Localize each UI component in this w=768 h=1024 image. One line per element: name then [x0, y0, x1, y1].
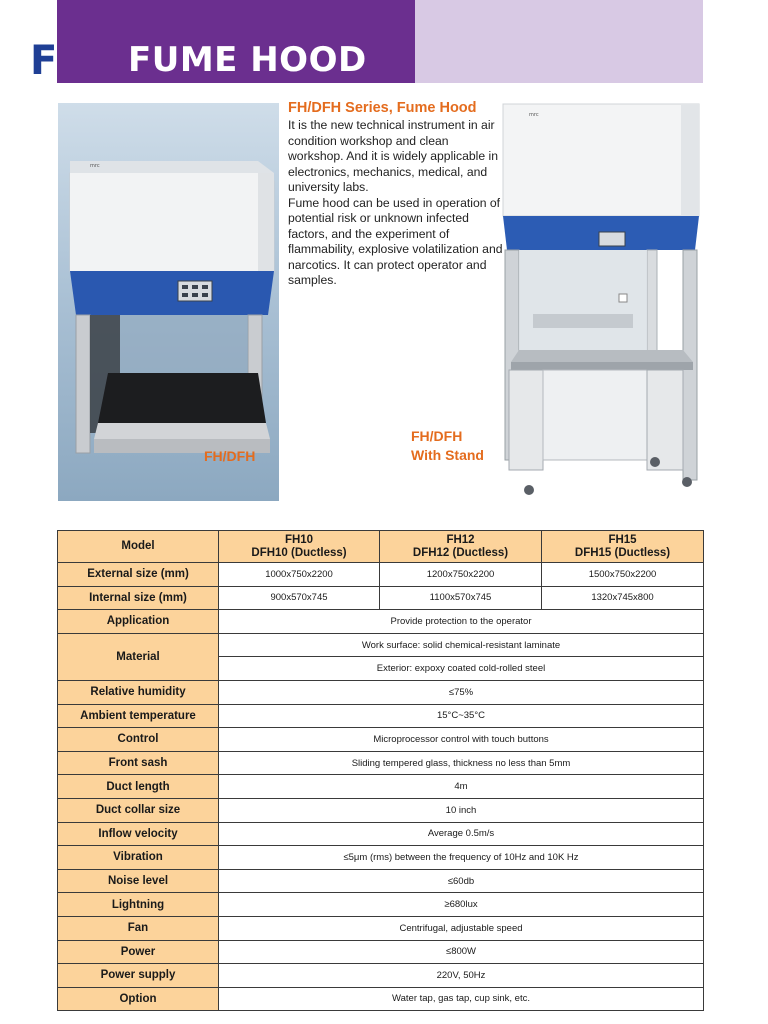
- table-cell: Average 0.5m/s: [219, 822, 704, 846]
- table-cell: 220V, 50Hz: [219, 964, 704, 988]
- table-cell: 900x570x745: [219, 586, 380, 610]
- table-row: [58, 610, 704, 634]
- table-cell: 10 inch: [219, 798, 704, 822]
- table-cell: 1320x745x800: [542, 586, 704, 610]
- row-label: External size (mm): [58, 563, 219, 587]
- table-row: [58, 916, 704, 940]
- table-row: [58, 728, 704, 752]
- table-row: [58, 704, 704, 728]
- row-label: Control: [58, 728, 219, 752]
- intro-paragraph-2: Fume hood can be used in operation of potential risk or unknown infected factors, and the experiment of flammability, explosive volatilization and narcotics. It can protect operator and samples.: [288, 195, 503, 287]
- table-row: [58, 893, 704, 917]
- table-cell: ≥680lux: [219, 893, 704, 917]
- table-row: [58, 680, 704, 704]
- table-cell: 15°C~35°C: [219, 704, 704, 728]
- table-row: [58, 775, 704, 799]
- right-caption-line-2: With Stand: [411, 447, 484, 463]
- row-label: Duct length: [58, 775, 219, 799]
- svg-text:mrc: mrc: [529, 112, 539, 118]
- intro-heading: FH/DFH Series, Fume Hood: [288, 100, 477, 116]
- row-label-model: Model: [58, 531, 219, 563]
- fume-hood-illustration: [58, 103, 279, 501]
- row-label: Power: [58, 940, 219, 964]
- table-cell: Exterior: expoxy coated cold-rolled steel: [219, 657, 704, 681]
- table-row: [58, 987, 704, 1011]
- model-cell-1: [219, 531, 380, 563]
- side-index-letter: F: [30, 38, 58, 84]
- table-row: [58, 798, 704, 822]
- page-title: FUME HOOD: [128, 40, 367, 80]
- table-row: [58, 586, 704, 610]
- table-cell: ≤800W: [219, 940, 704, 964]
- model-ductless-name: DFH12 (Ductless): [412, 546, 509, 559]
- row-label: Inflow velocity: [58, 822, 219, 846]
- table-cell: Water tap, gas tap, cup sink, etc.: [219, 987, 704, 1011]
- row-label: Option: [58, 987, 219, 1011]
- model-ductless-name: DFH15 (Ductless): [574, 546, 671, 559]
- row-label: Lightning: [58, 893, 219, 917]
- row-label: Material: [58, 633, 219, 680]
- right-caption-line-1: FH/DFH: [411, 428, 463, 444]
- table-cell: Sliding tempered glass, thickness no less than 5mm: [219, 751, 704, 775]
- row-label: Relative humidity: [58, 680, 219, 704]
- table-cell: 1100x570x745: [380, 586, 542, 610]
- intro-paragraph-1: It is the new technical instrument in air condition workshop and clean workshop. And it is widely applicable in electronics, mechanics, medical, and university labs.: [288, 118, 499, 194]
- specification-table: [57, 530, 704, 1011]
- row-label: Noise level: [58, 869, 219, 893]
- row-label: Power supply: [58, 964, 219, 988]
- table-cell: 1000x750x2200: [219, 563, 380, 587]
- table-row: [58, 633, 704, 657]
- table-row-model: [58, 531, 704, 563]
- table-cell: Microprocessor control with touch buttons: [219, 728, 704, 752]
- row-label: Front sash: [58, 751, 219, 775]
- table-cell: Work surface: solid chemical-resistant laminate: [219, 633, 704, 657]
- banner-accent: [415, 0, 703, 83]
- row-label: Application: [58, 610, 219, 634]
- model-name: FH12: [446, 533, 475, 546]
- table-cell: Centrifugal, adjustable speed: [219, 916, 704, 940]
- table-row: [58, 563, 704, 587]
- model-cell-2: [380, 531, 542, 563]
- row-label: Duct collar size: [58, 798, 219, 822]
- table-row: [58, 940, 704, 964]
- left-photo-caption: FH/DFH: [204, 448, 256, 464]
- fume-hood-photo: [58, 103, 279, 501]
- model-name: FH10: [284, 533, 314, 546]
- table-cell: ≤60db: [219, 869, 704, 893]
- row-label: Ambient temperature: [58, 704, 219, 728]
- table-cell: ≤75%: [219, 680, 704, 704]
- table-cell: Provide protection to the operator: [219, 610, 704, 634]
- table-row: [58, 846, 704, 870]
- table-row: [58, 869, 704, 893]
- model-name: FH15: [608, 533, 637, 546]
- right-photo-caption: [411, 427, 484, 465]
- table-row: [58, 822, 704, 846]
- model-cell-3: [542, 531, 704, 563]
- table-row: [58, 964, 704, 988]
- model-ductless-name: DFH10 (Ductless): [251, 546, 347, 559]
- row-label: Internal size (mm): [58, 586, 219, 610]
- table-row: [58, 751, 704, 775]
- fume-hood-with-stand-illustration: [497, 100, 703, 502]
- fume-hood-with-stand-photo: [497, 100, 703, 502]
- row-label: Fan: [58, 916, 219, 940]
- table-cell: ≤5μm (rms) between the frequency of 10Hz and 10K Hz: [219, 846, 704, 870]
- intro-section: [288, 100, 506, 289]
- table-cell: 1200x750x2200: [380, 563, 542, 587]
- table-cell: 1500x750x2200: [542, 563, 704, 587]
- row-label: Vibration: [58, 846, 219, 870]
- svg-text:mrc: mrc: [90, 163, 100, 169]
- table-cell: 4m: [219, 775, 704, 799]
